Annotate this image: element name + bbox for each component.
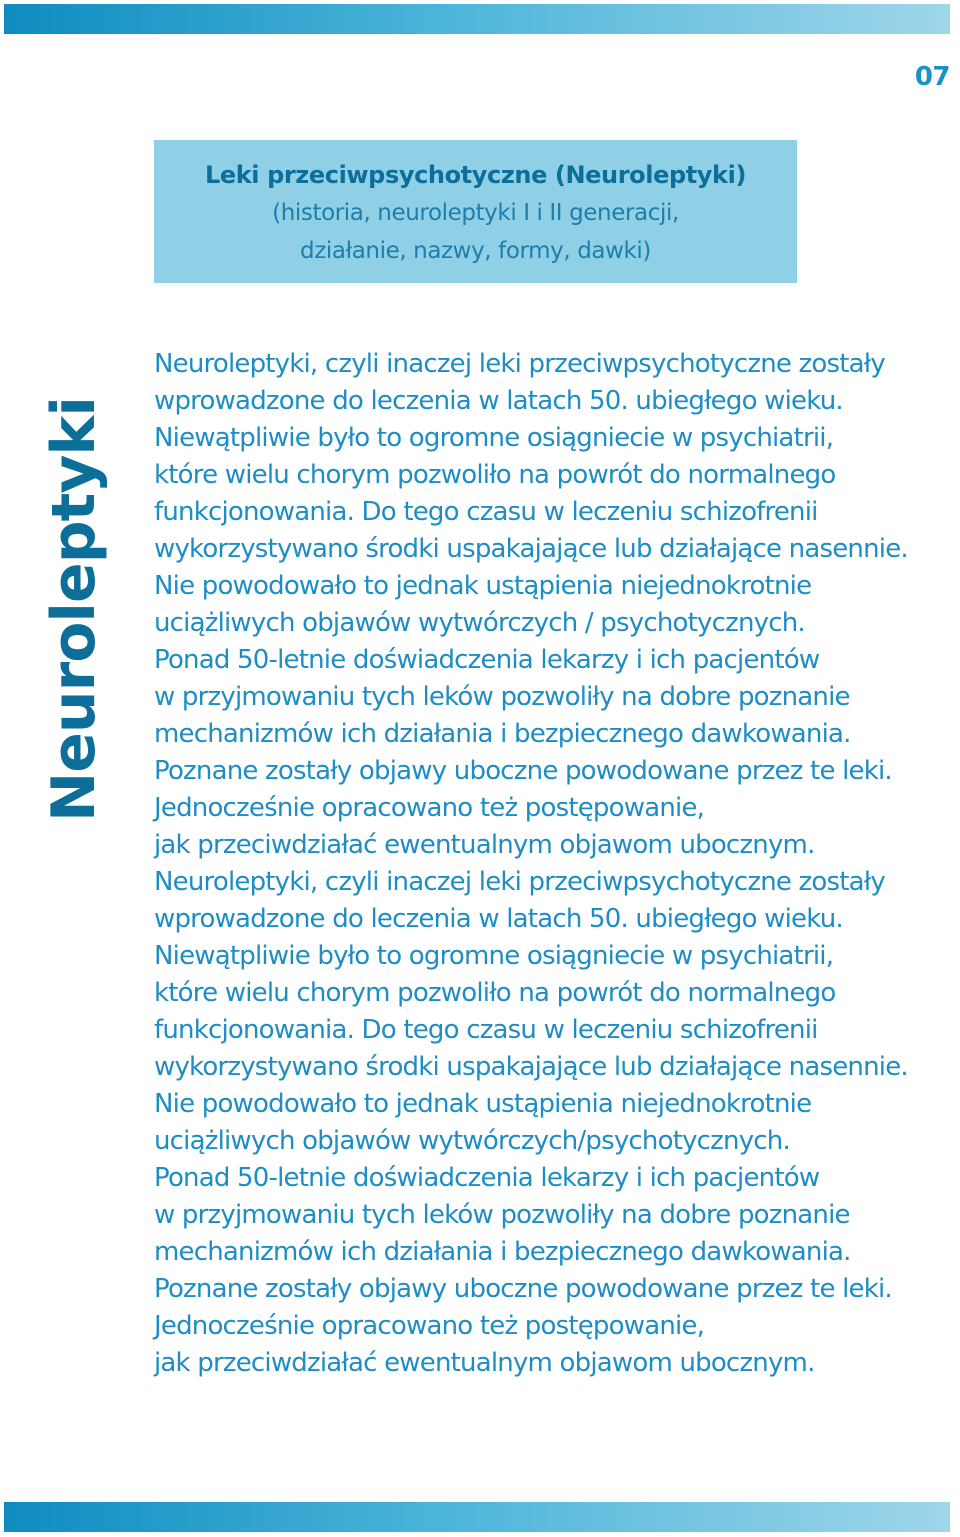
title-box xyxy=(154,140,797,283)
body-line: jak przeciwdziałać ewentualnym objawom ubocznym. xyxy=(154,830,815,860)
body-line: wprowadzone do leczenia w latach 50. ubiegłego wieku. xyxy=(154,386,843,416)
body-line: Ponad 50-letnie doświadczenia lekarzy i ich pacjentów xyxy=(154,645,820,675)
body-line: Nie powodowało to jednak ustąpienia niejednokrotnie xyxy=(154,571,812,601)
body-line: Neuroleptyki, czyli inaczej leki przeciwpsychotyczne zostały xyxy=(154,867,885,897)
body-line: w przyjmowaniu tych leków pozwoliły na dobre poznanie xyxy=(154,1200,850,1230)
body-line: które wielu chorym pozwoliło na powrót do normalnego xyxy=(154,978,836,1008)
body-line: Niewątpliwie było to ogromne osiągniecie w psychiatrii, xyxy=(154,941,834,971)
body-line: wprowadzone do leczenia w latach 50. ubiegłego wieku. xyxy=(154,904,843,934)
body-line: mechanizmów ich działania i bezpiecznego dawkowania. xyxy=(154,719,851,749)
body-line: mechanizmów ich działania i bezpiecznego dawkowania. xyxy=(154,1237,851,1267)
top-decorative-bar xyxy=(4,4,950,34)
body-line: Nie powodowało to jednak ustąpienia niejednokrotnie xyxy=(154,1089,812,1119)
vertical-section-label: Neuroleptyki xyxy=(39,397,109,822)
body-line: Ponad 50-letnie doświadczenia lekarzy i ich pacjentów xyxy=(154,1163,820,1193)
body-line: funkcjonowania. Do tego czasu w leczeniu schizofrenii xyxy=(154,1015,818,1045)
page-number: 07 xyxy=(914,62,950,92)
bottom-decorative-bar xyxy=(4,1502,950,1532)
body-line: wykorzystywano środki uspakajające lub działające nasennie. xyxy=(154,534,908,564)
body-line: Jednocześnie opracowano też postępowanie, xyxy=(154,1311,705,1341)
body-line: które wielu chorym pozwoliło na powrót do normalnego xyxy=(154,460,836,490)
body-line: wykorzystywano środki uspakajające lub działające nasennie. xyxy=(154,1052,908,1082)
page-subtitle-line-1: (historia, neuroleptyki I i II generacji, xyxy=(272,200,679,226)
page-title: Leki przeciwpsychotyczne (Neuroleptyki) xyxy=(204,161,747,189)
body-line: uciążliwych objawów wytwórczych/psychotycznych. xyxy=(154,1126,790,1156)
page-subtitle-line-2: działanie, nazwy, formy, dawki) xyxy=(300,238,651,264)
body-line: jak przeciwdziałać ewentualnym objawom ubocznym. xyxy=(154,1348,815,1378)
body-line: uciążliwych objawów wytwórczych / psychotycznych. xyxy=(154,608,805,638)
body-line: Poznane zostały objawy uboczne powodowane przez te leki. xyxy=(154,756,892,786)
body-line: Jednocześnie opracowano też postępowanie, xyxy=(154,793,705,823)
body-line: w przyjmowaniu tych leków pozwoliły na dobre poznanie xyxy=(154,682,850,712)
body-line: Niewątpliwie było to ogromne osiągniecie w psychiatrii, xyxy=(154,423,834,453)
body-line: funkcjonowania. Do tego czasu w leczeniu schizofrenii xyxy=(154,497,818,527)
body-line: Poznane zostały objawy uboczne powodowane przez te leki. xyxy=(154,1274,892,1304)
body-text xyxy=(154,346,944,1382)
body-line: Neuroleptyki, czyli inaczej leki przeciwpsychotyczne zostały xyxy=(154,349,885,379)
